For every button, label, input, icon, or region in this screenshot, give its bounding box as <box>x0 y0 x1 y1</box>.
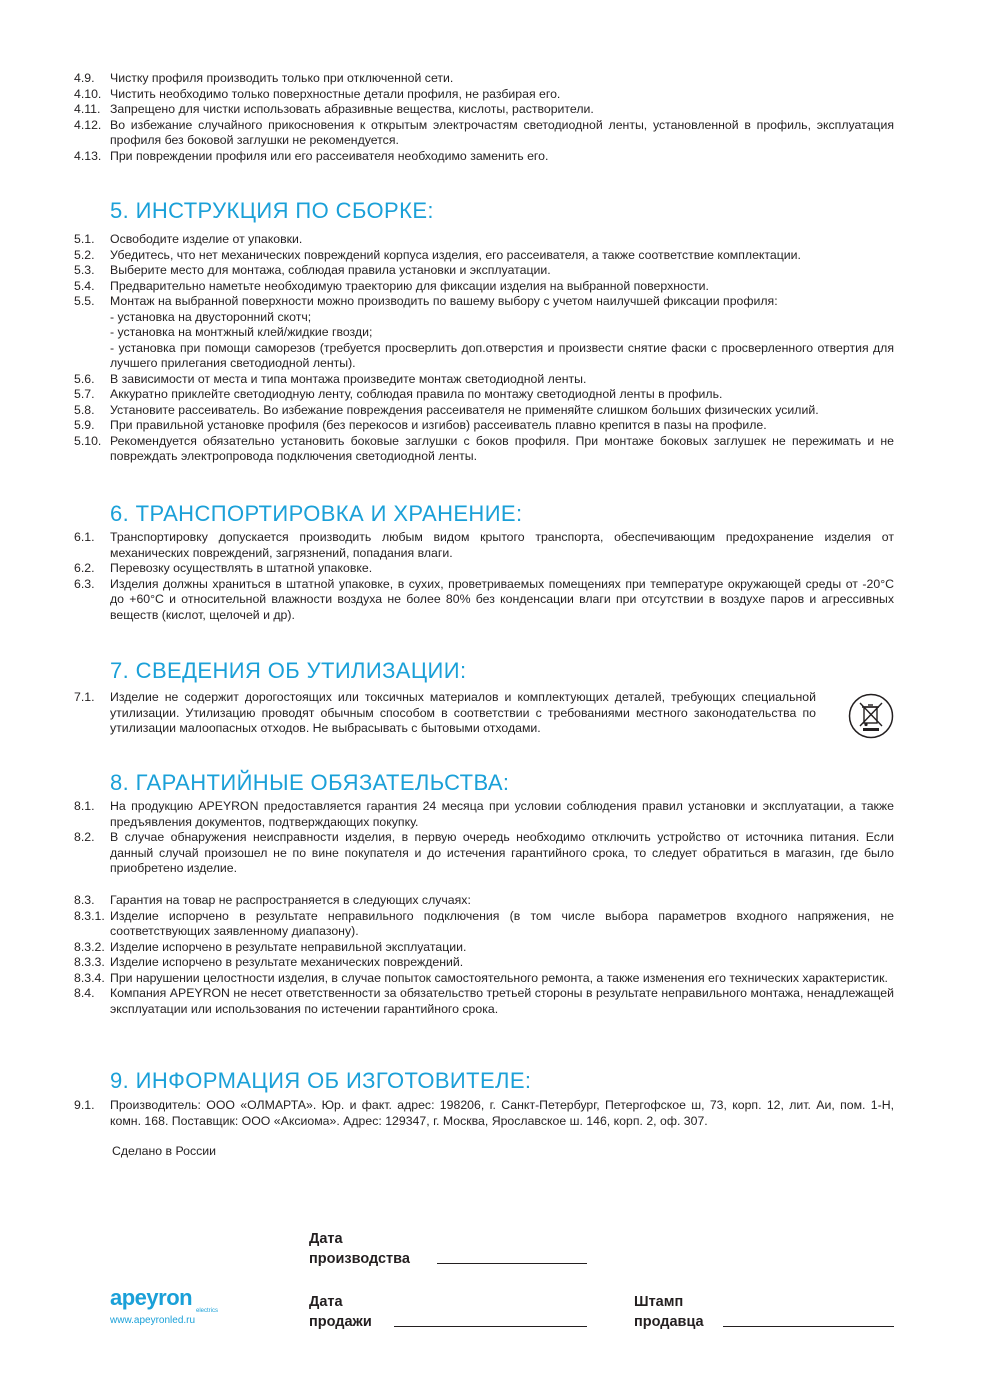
item-line: Гарантия на товар не распространяется в следующих случаях: <box>110 893 471 907</box>
section-5-list <box>74 232 894 465</box>
list-item <box>74 279 894 295</box>
list-item <box>74 986 894 1017</box>
section-6-list <box>74 530 894 623</box>
item-line: Транспортировку допускается производить любым видом крытого транспорта, обеспечивающим предохранение изделия от механических повреждений, загрязнений, попадания влаги. <box>110 530 894 560</box>
item-number: 8.4. <box>74 986 95 1000</box>
list-item <box>74 372 894 388</box>
item-number: 5.4. <box>74 278 95 293</box>
item-text <box>110 955 894 971</box>
item-number: 5.2. <box>74 247 95 262</box>
section-5-heading: 5. ИНСТРУКЦИЯ ПО СБОРКЕ: <box>110 198 434 223</box>
list-item <box>74 561 894 577</box>
production-date-field[interactable] <box>437 1263 587 1264</box>
item-line: Изделия должны храниться в штатной упаковке, в сухих, проветриваемых помещениях при температуре окружающей среды от -20°С до +60°С и относительной влажности воздуха не более 80% без конденсации влаги при отсутствии в воздухе паров и агрессивных веществ (кислот, щелочей и др). <box>110 576 894 622</box>
item-number: 6.3. <box>74 576 95 591</box>
item-text <box>110 830 894 877</box>
logo-wordmark: apeyron <box>110 1285 193 1310</box>
item-line: В зависимости от места и типа монтажа произведите монтаж светодиодной ленты. <box>110 371 587 386</box>
made-in-russia: Сделано в России <box>112 1144 217 1158</box>
list-item <box>74 232 894 248</box>
item-line: Выберите место для монтажа, соблюдая правила установки и эксплуатации. <box>110 263 551 277</box>
list-item <box>74 248 894 264</box>
logo-subtitle: electrics <box>196 1308 219 1314</box>
item-text <box>110 294 894 372</box>
website-link[interactable]: www.apeyronled.ru <box>110 1315 196 1326</box>
seller-stamp-label: Штамп продавца <box>634 1294 704 1330</box>
item-text <box>110 986 894 1017</box>
item-number: 4.13. <box>74 148 102 163</box>
item-number: 8.3.2. <box>74 939 105 954</box>
section-9-list <box>74 1098 894 1129</box>
item-number: 8.3. <box>74 893 95 907</box>
item-number: 5.5. <box>74 294 95 308</box>
item-number: 5.10. <box>74 433 102 448</box>
list-item <box>74 434 894 465</box>
section-7-list <box>74 690 816 737</box>
section-9-heading: 9. ИНФОРМАЦИЯ ОБ ИЗГОТОВИТЕЛЕ: <box>110 1068 532 1093</box>
production-date-label: Дата производства <box>309 1231 410 1267</box>
item-number: 4.11. <box>74 102 101 116</box>
item-number: 6.1. <box>74 530 95 544</box>
item-text <box>110 387 894 403</box>
list-item <box>74 263 894 279</box>
list-item <box>74 118 894 149</box>
seller-stamp-field[interactable] <box>723 1326 894 1327</box>
item-line: Изделие испорчено в результате неправильной эксплуатации. <box>110 939 467 954</box>
item-line: При нарушении целостности изделия, в случае попыток самостоятельного ремонта, а также изменения его технических характеристик. <box>110 970 888 985</box>
item-line: Установите рассеиватель. Во избежание повреждения рассеивателя не применяйте слишком больших физических усилий. <box>110 402 819 417</box>
item-number: 5.3. <box>74 263 95 277</box>
item-text <box>110 149 894 165</box>
list-item <box>74 690 816 737</box>
item-text <box>110 690 816 737</box>
list-item <box>74 799 894 830</box>
item-line: При правильной установке профиля (без перекосов и изгибов) рассеиватель плавно крепится в пазы на профиле. <box>110 418 767 432</box>
item-text <box>110 1098 894 1129</box>
list-item <box>74 102 894 118</box>
item-text <box>110 279 894 295</box>
item-text <box>110 418 894 434</box>
list-item <box>74 530 894 561</box>
item-number: 4.10. <box>74 86 102 101</box>
item-text <box>110 87 894 103</box>
list-item <box>74 403 894 419</box>
item-text <box>110 118 894 149</box>
item-line: Освободите изделие от упаковки. <box>110 232 303 246</box>
list-item <box>74 87 894 103</box>
item-number: 8.2. <box>74 830 95 844</box>
item-text <box>110 248 894 264</box>
item-line: В случае обнаружения неисправности изделия, в первую очередь необходимо отключить устройство от источника питания. Если данный случай произошел не по вине покупателя и до истечения гарантийного срока, то следует обратиться в магазин, где было приобретено изделие. <box>110 830 894 875</box>
item-number: 4.12. <box>74 117 102 132</box>
item-text <box>110 561 894 577</box>
item-line: - установка на монтжный клей/жидкие гвозди; <box>110 325 373 339</box>
item-line: Аккуратно приклейте светодиодную ленту, соблюдая правила по монтажу светодиодной ленты в профиль. <box>110 387 723 401</box>
item-text <box>110 799 894 830</box>
list-item <box>74 955 894 971</box>
item-number: 8.3.1. <box>74 908 105 923</box>
item-number: 5.9. <box>74 418 95 432</box>
list-item <box>74 149 894 165</box>
list-item <box>74 1098 894 1129</box>
item-line: Изделие не содержит дорогостоящих или токсичных материалов и комплектующих деталей, требующих специальной утилизации. Утилизацию проводят обычным способом в соответствии с требованиями местного законодательства по утилизации малоопасных отходов. Не выбрасывать с бытовыми отходами. <box>110 690 816 735</box>
section-8-heading: 8. ГАРАНТИЙНЫЕ ОБЯЗАТЕЛЬСТВА: <box>110 770 510 795</box>
item-line: Производитель: ООО «ОЛМАРТА». Юр. и факт. адрес: 198206, г. Санкт-Петербург, Петергофское ш, 73, корп. 12, лит. Аи, пом. 1-Н, комн. 168. Поставщик: ООО «Аксиома». Адрес: 129347, г. Москва, Ярославское ш. 146, корп. 2, оф. 307. <box>110 1098 894 1128</box>
item-text <box>110 893 894 909</box>
item-line: Убедитесь, что нет механических повреждений корпуса изделия, его рассеивателя, а также соответствие комплектации. <box>110 247 801 262</box>
item-number: 5.6. <box>74 371 95 386</box>
item-line: При повреждении профиля или его рассеивателя необходимо заменить его. <box>110 148 549 163</box>
list-item <box>74 294 894 372</box>
sale-date-field[interactable] <box>394 1326 587 1327</box>
sale-date-label: Дата продажи <box>309 1294 372 1330</box>
item-line: Предварительно наметьте необходимую траекторию для фиксации изделия на выбранной поверхности. <box>110 278 709 293</box>
crossed-out-wheelie-bin-icon <box>848 693 894 739</box>
item-text <box>110 530 894 561</box>
item-line: Компания APEYRON не несет ответственности за обязательство третьей стороны в результате неправильного монтажа, ненадлежащей эксплуатации или использования по истечении гарантийного срока. <box>110 986 894 1016</box>
item-line: Рекомендуется обязательно установить боковые заглушки с боков профиля. При монтаже боковых заглушек не пережимать и не повреждать электропровода подключения светодиодной ленты. <box>110 433 894 463</box>
item-line: Перевозку осуществлять в штатной упаковке. <box>110 561 373 575</box>
item-number: 5.7. <box>74 387 95 401</box>
item-line: Запрещено для чистки использовать абразивные вещества, кислоты, растворители. <box>110 102 594 116</box>
item-line: Чистить необходимо только поверхностные детали профиля, не разбирая его. <box>110 86 561 101</box>
item-text <box>110 102 894 118</box>
item-number: 9.1. <box>74 1098 95 1112</box>
item-line: Монтаж на выбранной поверхности можно производить по вашему выбору с учетом наилучшей фиксации профиля: <box>110 294 778 308</box>
item-text <box>110 971 894 987</box>
item-text <box>110 71 894 87</box>
section-8-list <box>74 799 894 877</box>
item-line: Изделие испорчено в результате неправильного подключения (в том числе выбора параметров входного напряжения, не соответствующих заявленному диапазону). <box>110 908 894 938</box>
item-text <box>110 434 894 465</box>
list-item <box>74 577 894 624</box>
item-line: - установка на двусторонний скотч; <box>110 309 312 324</box>
item-text <box>110 909 894 940</box>
item-text <box>110 232 894 248</box>
list-item <box>74 387 894 403</box>
item-text <box>110 263 894 279</box>
item-text <box>110 940 894 956</box>
apeyron-logo <box>110 1285 219 1326</box>
item-line: На продукцию APEYRON предоставляется гарантия 24 месяца при условии соблюдения правил установки и эксплуатации, а также предъявления документов, подтверждающих покупку. <box>110 799 894 829</box>
list-item <box>74 940 894 956</box>
list-item <box>74 909 894 940</box>
item-number: 8.3.3. <box>74 955 105 969</box>
list-item <box>74 893 894 909</box>
list-item <box>74 418 894 434</box>
list-item <box>74 830 894 877</box>
section-4-list <box>74 71 894 164</box>
item-number: 4.9. <box>74 71 95 85</box>
item-number: 8.3.4. <box>74 970 105 985</box>
item-line: Во избежание случайного прикосновения к открытым электрочастям светодиодной ленты, установленной в профиль, эксплуатация профиля без боковой заглушки не рекомендуется. <box>110 117 894 147</box>
item-text <box>110 403 894 419</box>
item-number: 5.1. <box>74 232 95 246</box>
item-number: 7.1. <box>74 690 95 704</box>
item-text <box>110 372 894 388</box>
list-item <box>74 971 894 987</box>
item-line: - установка при помощи саморезов (требуется просверлить доп.отверстия и произвести снятие фаски с просверленного отвертия для лучшего прилегания светодиодной ленты). <box>110 340 894 370</box>
section-7-heading: 7. СВЕДЕНИЯ ОБ УТИЛИЗАЦИИ: <box>110 658 467 683</box>
item-line: Чистку профиля производить только при отключенной сети. <box>110 71 454 85</box>
list-item <box>74 71 894 87</box>
item-number: 6.2. <box>74 561 95 575</box>
section-6-heading: 6. ТРАНСПОРТИРОВКА И ХРАНЕНИЕ: <box>110 501 523 526</box>
item-number: 5.8. <box>74 402 95 417</box>
item-text <box>110 577 894 624</box>
item-line: Изделие испорчено в результате механических повреждений. <box>110 955 464 969</box>
section-8-3-list <box>74 893 894 1017</box>
item-number: 8.1. <box>74 799 95 813</box>
